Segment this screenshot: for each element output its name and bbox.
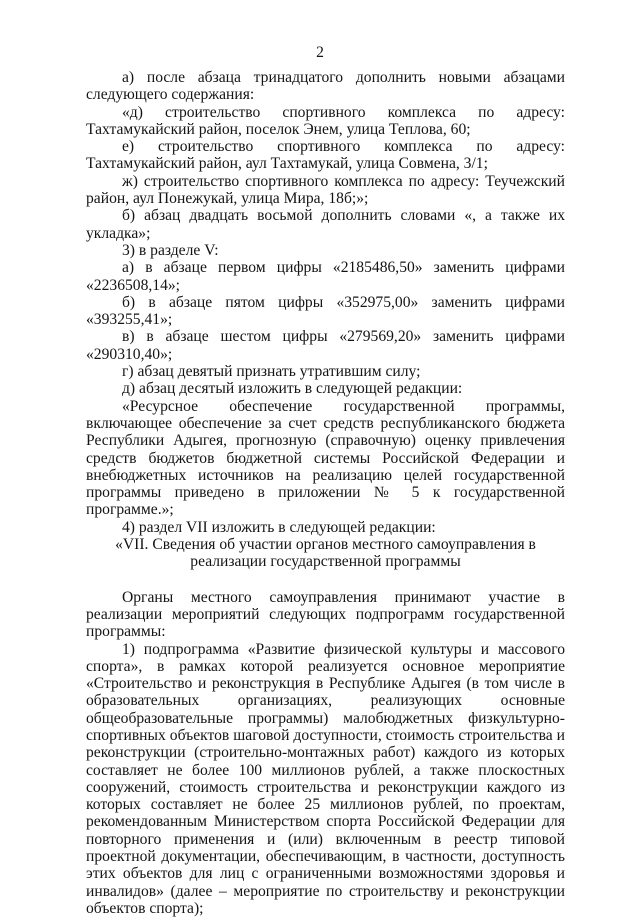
paragraph: е) строительство спортивного комплекса по адресу: Тахтамукайский район, аул Тахтамукай, улица Совмена, 3/1; <box>86 138 565 173</box>
paragraph: г) абзац девятый признать утратившим силу; <box>86 363 565 380</box>
paragraph: д) абзац десятый изложить в следующей редакции: <box>86 380 565 397</box>
paragraph: «д) строительство спортивного комплекса по адресу: Тахтамукайский район, поселок Энем, улица Теплова, 60; <box>86 104 565 139</box>
paragraph: в) в абзаце шестом цифры «279569,20» заменить цифрами «290310,40»; <box>86 328 565 363</box>
paragraph: 1) подпрограмма «Развитие физической культуры и массового спорта», в рамках которой реализуется основное мероприятие «Строительство и реконструкция в Республике Адыгея (в том числе в образовательных организациях, реализующих основные общеобразовательные программы) малобюджетных физкультурно-спортивных объектов шаговой доступности, стоимость строительства и реконструкции (строительно-монтажных работ) каждого из которых составляет не более 100 миллионов рублей, а также плоскостных сооружений, стоимость строительства и реконструкции каждого из которых составляет не более 25 миллионов рублей, по проектам, рекомендованным Министерством спорта Российской Федерации для повторного применения и (или) включенным в реестр типовой проектной документации, обеспечивающим, в частности, доступность этих объектов для лиц с ограниченными возможностями здоровья и инвалидов» (далее – мероприятие по строительству и реконструкции объектов спорта); <box>86 641 565 917</box>
document-body <box>86 69 565 917</box>
paragraph: 4) раздел VII изложить в следующей редакции: <box>86 519 565 536</box>
paragraph: 3) в разделе V: <box>86 242 565 259</box>
paragraph: «Ресурсное обеспечение государственной программы, включающее обеспечение за счет средств республиканского бюджета Республики Адыгея, прогнозную (справочную) оценку привлечения средств бюджетов бюджетной системы Российской Федерации и внебюджетных источников на реализацию целей государственной программы приведено в приложении № 5 к государственной программе.»; <box>86 398 565 519</box>
section-heading: «VII. Сведения об участии органов местного самоуправления в реализации государственной программы <box>86 536 565 571</box>
paragraph: б) абзац двадцать восьмой дополнить словами «, а также их укладка»; <box>86 207 565 242</box>
paragraph: ж) строительство спортивного комплекса по адресу: Теучежский район, аул Понежукай, улица Мира, 18б;»; <box>86 173 565 208</box>
paragraph: б) в абзаце пятом цифры «352975,00» заменить цифрами «393255,41»; <box>86 294 565 329</box>
paragraph: Органы местного самоуправления принимают участие в реализации мероприятий следующих подпрограмм государственной программы: <box>86 589 565 641</box>
page-number: 2 <box>0 44 640 61</box>
paragraph: а) в абзаце первом цифры «2185486,50» заменить цифрами «2236508,14»; <box>86 259 565 294</box>
paragraph: а) после абзаца тринадцатого дополнить новыми абзацами следующего содержания: <box>86 69 565 104</box>
